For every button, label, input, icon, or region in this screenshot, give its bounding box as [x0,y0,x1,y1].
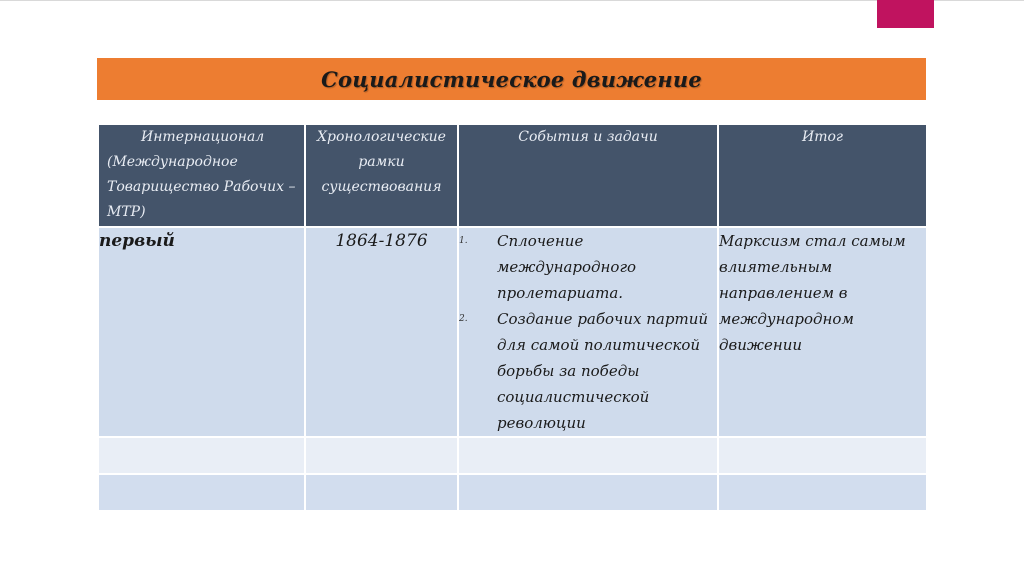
list-item [459,228,717,306]
cell-years: 1864-1876 [305,227,458,437]
header-chronology: Хронологические рамки существования [305,124,458,227]
title-bar [97,58,926,100]
slide-title: Социалистическое движение [321,66,702,92]
top-divider-line [0,0,1024,1]
empty-cell [718,437,927,474]
list-item-text: Сплочение международного пролетариата. [497,232,637,302]
list-item-number: 1. [459,236,468,246]
empty-cell [718,474,927,511]
cell-events [458,227,718,437]
header-international-subtitle: (Международное Товарищество Рабочих – МТР) [107,154,296,220]
table-row [98,227,927,437]
events-list [459,228,717,436]
empty-cell [305,437,458,474]
table-header-row [98,124,927,227]
empty-cell [458,437,718,474]
empty-cell [98,437,305,474]
accent-block [877,0,934,28]
internationals-table [97,123,928,512]
empty-cell [98,474,305,511]
cell-international-name: первый [98,227,305,437]
empty-cell [458,474,718,511]
header-events: События и задачи [458,124,718,227]
list-item-number: 2. [459,314,468,324]
header-international [98,124,305,227]
table-row [98,437,927,474]
empty-cell [305,474,458,511]
cell-result: Марксизм стал самым влиятельным направлением в международном движении [718,227,927,437]
table-row [98,474,927,511]
header-result: Итог [718,124,927,227]
list-item-text: Создание рабочих партий для самой политической борьбы за победы социалистической революции [497,310,709,432]
header-international-title: Интернационал [141,129,265,145]
list-item [459,306,717,436]
